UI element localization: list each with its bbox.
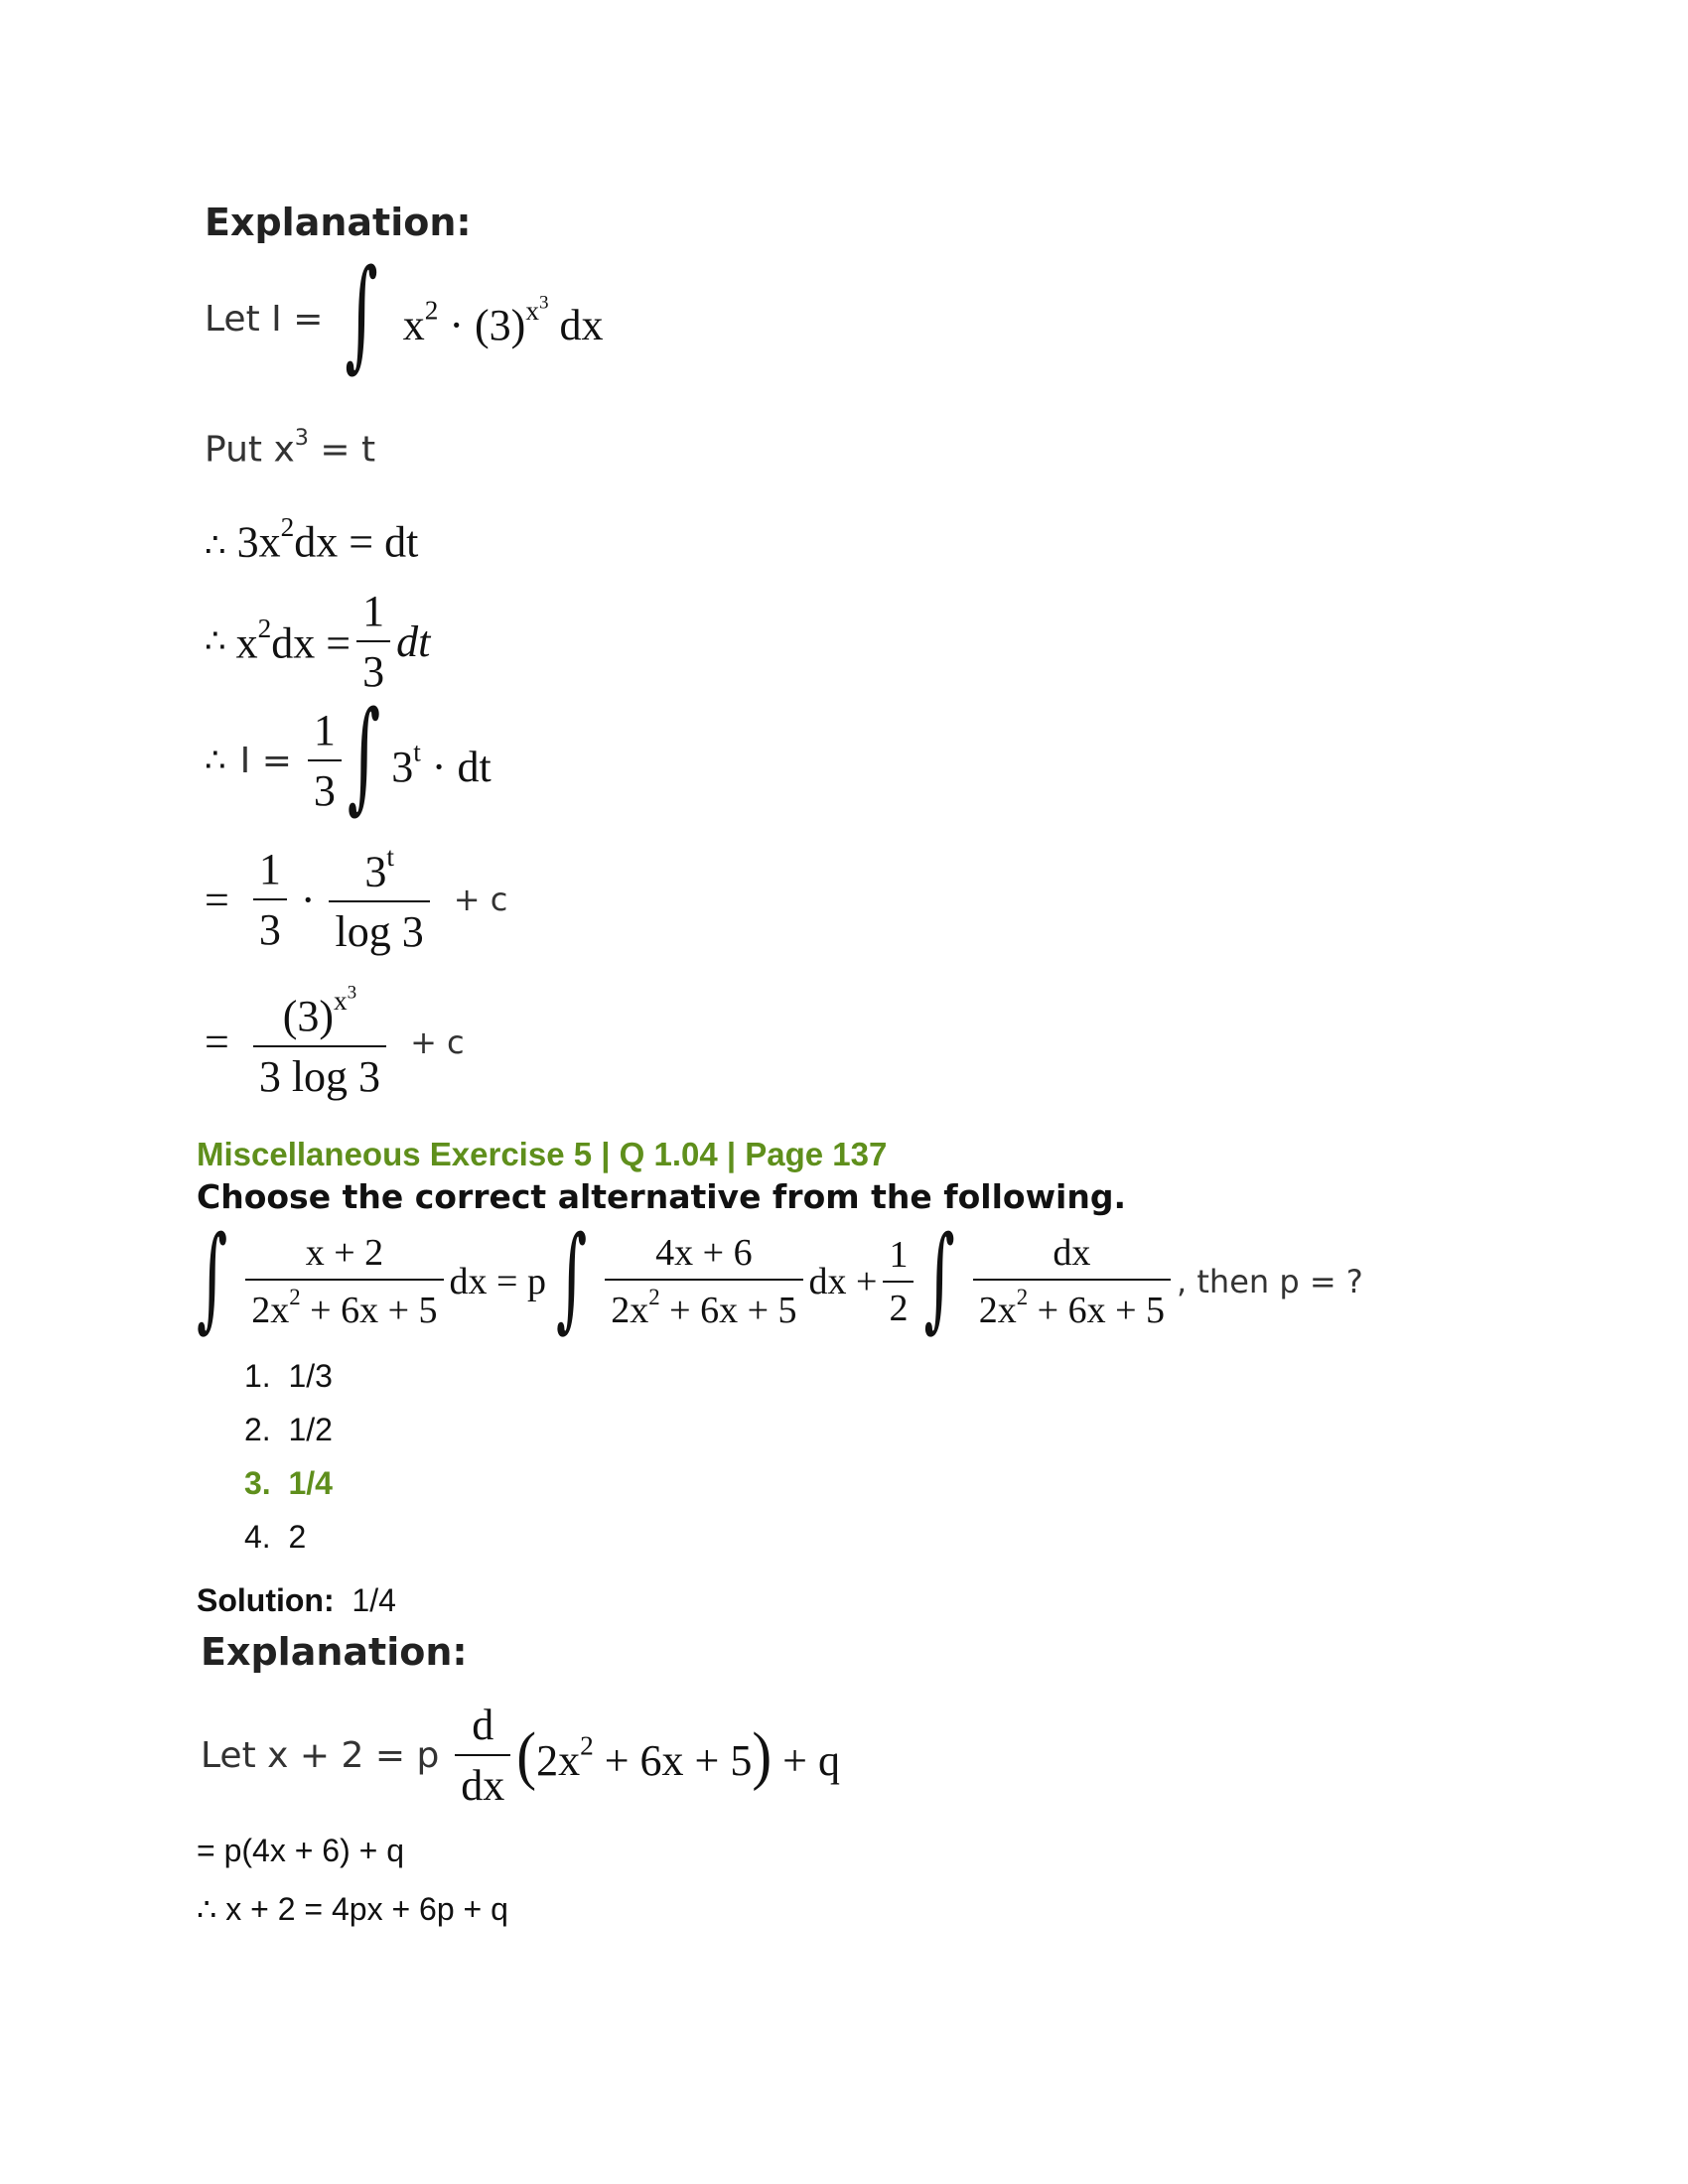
solution-line (197, 1582, 396, 1619)
integral-expression-1: ∫ $x^2 \cdot (3)^{x^3}$ dx (345, 245, 604, 385)
explanation-heading-2: Explanation: (201, 1630, 468, 1674)
put-substitution: Put $x^3 = t$ (205, 425, 376, 471)
i-substituted-line: ∴ I = $\frac{1}{3}$ ∫ $3^t$ · dt (205, 687, 492, 827)
question-prompt: Choose the correct alternative from the following. (197, 1177, 1127, 1216)
question-equation: ∫ $\frac{x + 2}{2x^2 + 6x + 5}$ dx = p ∫ $\frac{4x + 6}{2x^2 + 6x + 5}$ dx + $\frac{1}{2}$ ∫ $\frac{dx}{2x^2 + 6x + 5}$ , then p = ? (197, 1212, 1363, 1345)
option-4: 4. 2 (244, 1519, 307, 1555)
option-1: 1. 1/3 (244, 1358, 333, 1394)
x2dx-line: ∴ $x^2dx$ = $\frac{1}{3}$ dt (205, 587, 431, 696)
option-3-correct: 3. 1/4 (244, 1465, 333, 1501)
result-line-2: = $\frac{(3)^{x^3}}{3 \log 3}$ + c (205, 983, 465, 1101)
let-x-equation: Let x + 2 = p $\frac{d}{dx}$ $(2x^2 + 6x + 5) + q$ (201, 1701, 840, 1810)
let-i-equation (205, 245, 604, 385)
derivative-line: ∴ $3x^2dx$ = dt (205, 512, 419, 567)
question-tail: , then p = ? (1177, 1263, 1363, 1301)
solution-label: Solution: (197, 1582, 335, 1618)
question-title: Miscellaneous Exercise 5 | Q 1.04 | Page 137 (197, 1136, 888, 1172)
options-list (244, 1358, 333, 1572)
let-i-label: Let I = (205, 298, 324, 340)
expansion-line: = p(4x + 6) + q (197, 1833, 405, 1868)
comparison-line: ∴ x + 2 = 4px + 6p + q (197, 1891, 508, 1927)
option-2: 2. 1/2 (244, 1412, 333, 1447)
explanation-heading-1: Explanation: (205, 201, 472, 244)
solution-value: 1/4 (352, 1582, 396, 1618)
result-line-1: = $\frac{1}{3}$ · $\frac{3^t}{\log 3}$ + c (205, 842, 508, 957)
